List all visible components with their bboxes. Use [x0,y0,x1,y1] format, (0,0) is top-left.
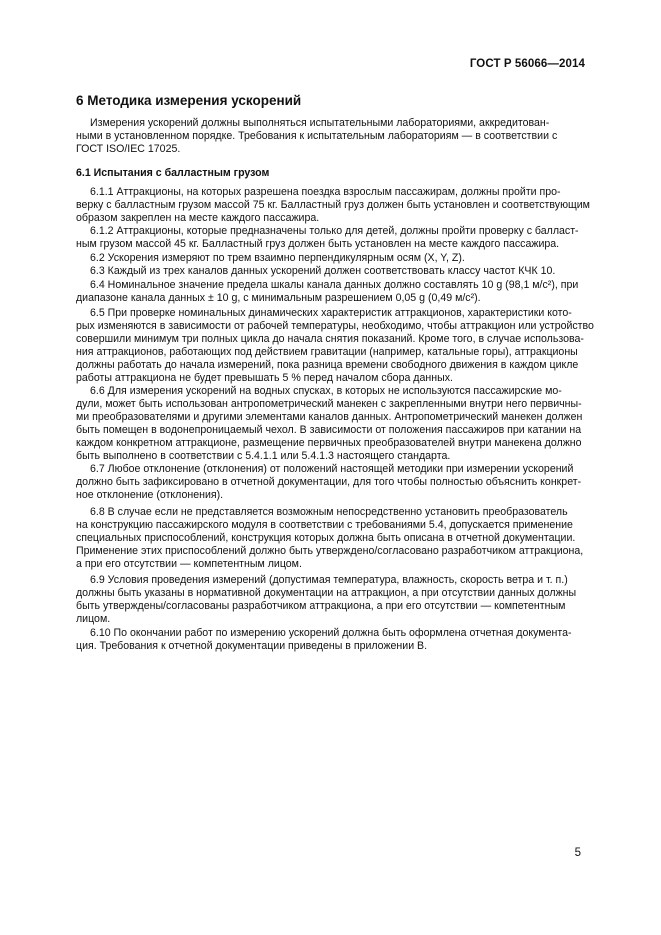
paragraph [76,574,582,626]
text-line: лицом. [76,612,111,625]
paragraph [76,506,582,571]
paragraph [76,252,582,265]
text-line: ными в установленном порядке. Требования к испытательным лабораториям — в соответствии с [76,129,558,142]
text-line: 6.5 При проверке номинальных динамических характеристик аттракционов, характеристики кото- [90,307,572,319]
text-line: дули, может быть использован антропометрический манекен с закрепленными внутри него первичны- [76,397,582,410]
text-line: на конструкцию пассажирского модуля в соответствии с требованиями 5.4, допускается применение [76,518,573,531]
paragraph [76,385,582,462]
text-line: а при его отсутствии — компетентным лицом. [76,557,302,570]
text-line: верку с балластным грузом массой 75 кг. Балластный груз должен быть установлен и соответствующим [76,198,590,211]
paragraph [76,463,582,502]
text-line: ным грузом массой 45 кг. Балластный груз должен быть установлен на месте каждого пассажира. [76,237,560,250]
text-line: Измерения ускорений должны выполняться испытательными лабораториями, аккредитован- [90,117,550,129]
text-line: 6.6 Для измерения ускорений на водных спусках, в которых не используются пассажирские мо- [90,385,562,397]
section-intro [76,117,582,156]
text-line: 6.1.1 Аттракционы, на которых разрешена поездка взрослым пассажирам, должны пройти про- [90,186,561,198]
text-line: специальных приспособлений, конструкция которых должна быть описана в отчетной документации. [76,531,576,544]
subsection-title: 6.1 Испытания с балластным грузом [76,167,270,179]
paragraph [76,186,590,225]
text-line: 6.4 Номинальное значение предела шкалы канала данных должно составлять 10 g (98,1 м/с²), при [90,279,579,291]
text-line: 6.3 Каждый из трех каналов данных ускорений должен соответствовать классу частот КЧК 10. [90,265,556,277]
text-line: образом закреплен на месте каждого пассажира. [76,211,320,224]
text-line: должны быть указаны в нормативной документации на аттракцион, а при отсутствии данных должны [76,586,577,599]
text-line: Применение этих приспособлений должно быть утверждено/согласовано разработчиком аттракциона, [76,544,584,557]
standard-code: ГОСТ Р 56066—2014 [469,58,585,70]
text-line: совершили минимум три полных цикла до начала снятия показаний. Кроме того, в случае использова- [76,332,584,345]
text-line: ния аттракционов, работающих под действием гравитации (например, катальные горы), аттракционы [76,345,578,358]
text-line: ми преобразователями и другими элементами каналов данных. Антропометрический манекен должен [76,410,583,423]
paragraph [76,265,582,278]
text-line: 6.7 Любое отклонение (отклонения) от положений настоящей методики при измерении ускорений [90,463,574,475]
text-line: быть помещен в водонепроницаемый чехол. В зависимости от положения пассажиров при катании на [76,423,582,436]
text-line: 6.1.2 Аттракционы, которые предназначены только для детей, должны пройти проверку с балласт- [90,225,579,237]
text-line: быть утверждены/согласованы разработчиком аттракциона, а при его отсутствии — компетентным [76,599,566,612]
text-line: ГОСТ ISO/IEC 17025. [76,142,181,155]
text-line: каждом конкретном аттракционе, размещение первичных преобразователей внутри манекена должно [76,436,582,449]
paragraph [76,279,582,305]
text-line: ция. Требования к отчетной документации приведены в приложении В. [76,639,428,652]
paragraph [76,225,582,251]
text-line: 6.10 По окончании работ по измерению ускорений должна быть оформлена отчетная документа- [90,627,572,639]
paragraph [76,307,594,384]
text-line: 6.9 Условия проведения измерений (допустимая температура, влажность, скорость ветра и т. п.) [90,574,568,586]
text-line: диапазоне канала данных ± 10 g, с минимальным разрешением 0,05 g (0,49 м/с²). [76,291,481,304]
text-line: должны работать до начала измерений, пока разница времени свободного движения в каждом цикле [76,358,579,371]
text-line: должно быть зафиксировано в отчетной документации, для того чтобы полностью объяснить конкрет- [76,475,582,488]
paragraph [76,627,582,653]
text-line: ное отклонение (отклонения). [76,488,224,501]
text-line: работы аттракциона не будет превышать 5 % перед началом сбора данных. [76,371,453,384]
text-line: быть выполнено в соответствии с 5.4.1.1 или 5.4.1.3 настоящего стандарта. [76,449,451,462]
text-line: 6.2 Ускорения измеряют по трем взаимно перпендикулярным осям (X, Y, Z). [90,252,465,264]
page-number: 5 [574,847,581,859]
section-title: 6 Методика измерения ускорений [76,93,302,108]
text-line: рых изменяются в зависимости от рабочей температуры, необходимо, чтобы аттракцион или устройство [76,319,594,332]
text-line: 6.8 В случае если не представляется возможным непосредственно установить преобразователь [90,506,568,518]
